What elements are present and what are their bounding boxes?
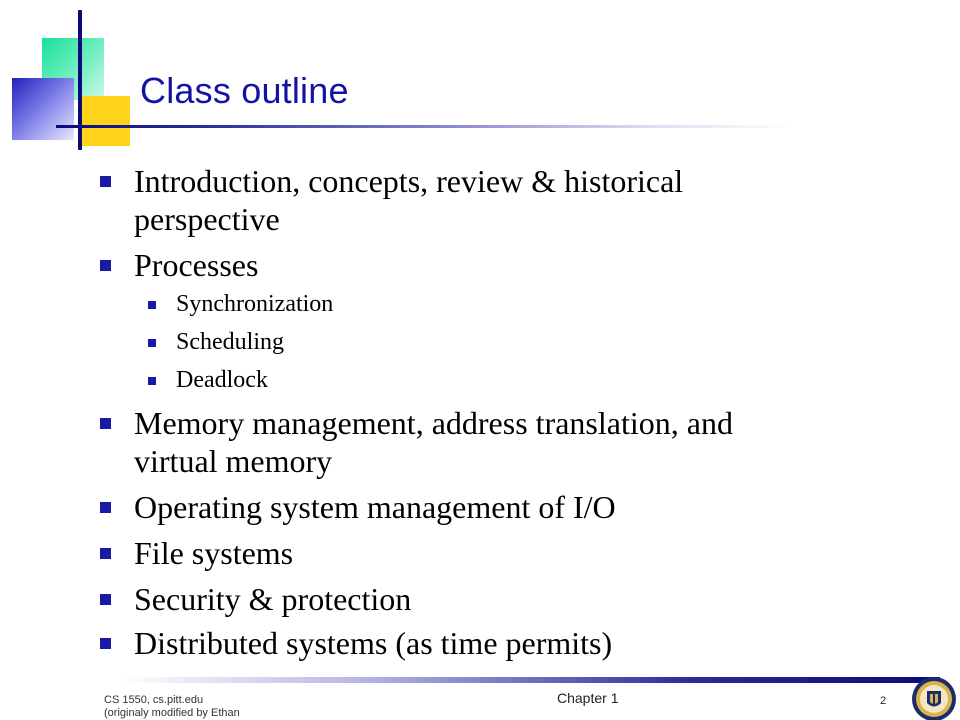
bullet-item xyxy=(134,404,854,480)
bullet-marker-icon xyxy=(100,594,111,605)
footer-credit-line: (originaly modified by Ethan xyxy=(104,707,240,719)
footer-course-line: CS 1550, cs.pitt.edu xyxy=(104,694,204,706)
bullet-marker-icon xyxy=(100,260,111,271)
bullet-text: Deadlock xyxy=(176,367,268,393)
sub-bullet-item xyxy=(176,328,776,356)
bullet-text: Distributed systems (as time permits) xyxy=(134,625,613,661)
sub-bullet-item xyxy=(176,366,776,394)
bullet-text: Operating system management of I/O xyxy=(134,489,616,525)
bullet-text: perspective xyxy=(134,201,280,237)
bullet-item xyxy=(134,624,854,662)
footer-course-info xyxy=(104,694,304,720)
bullet-marker-icon xyxy=(100,638,111,649)
bullet-text: Security & protection xyxy=(134,581,412,617)
bullet-item xyxy=(134,246,854,284)
sub-bullet-marker-icon xyxy=(148,377,156,385)
footer-bar xyxy=(120,677,940,683)
bullet-text: virtual memory xyxy=(134,443,333,479)
bullet-marker-icon xyxy=(100,548,111,559)
bullet-item xyxy=(134,534,854,572)
bullet-item xyxy=(134,580,854,618)
bullet-text: File systems xyxy=(134,535,294,571)
bullet-text: Processes xyxy=(134,247,259,283)
bullet-marker-icon xyxy=(100,502,111,513)
bullet-item xyxy=(134,162,854,238)
footer-chapter: Chapter 1 xyxy=(557,690,619,706)
bullet-text: Synchronization xyxy=(176,291,334,317)
university-seal-icon xyxy=(910,675,958,720)
slide-title: Class outline xyxy=(140,70,349,111)
sub-bullet-marker-icon xyxy=(148,301,156,309)
bullet-text: Introduction, concepts, review & historical xyxy=(134,163,684,199)
sub-bullet-marker-icon xyxy=(148,339,156,347)
bullet-text: Memory management, address translation, and xyxy=(134,405,733,441)
bullet-marker-icon xyxy=(100,418,111,429)
bullet-item xyxy=(134,488,854,526)
bullet-text: Scheduling xyxy=(176,329,284,355)
bullet-marker-icon xyxy=(100,176,111,187)
sub-bullet-item xyxy=(176,290,776,318)
page-number: 2 xyxy=(880,695,887,707)
